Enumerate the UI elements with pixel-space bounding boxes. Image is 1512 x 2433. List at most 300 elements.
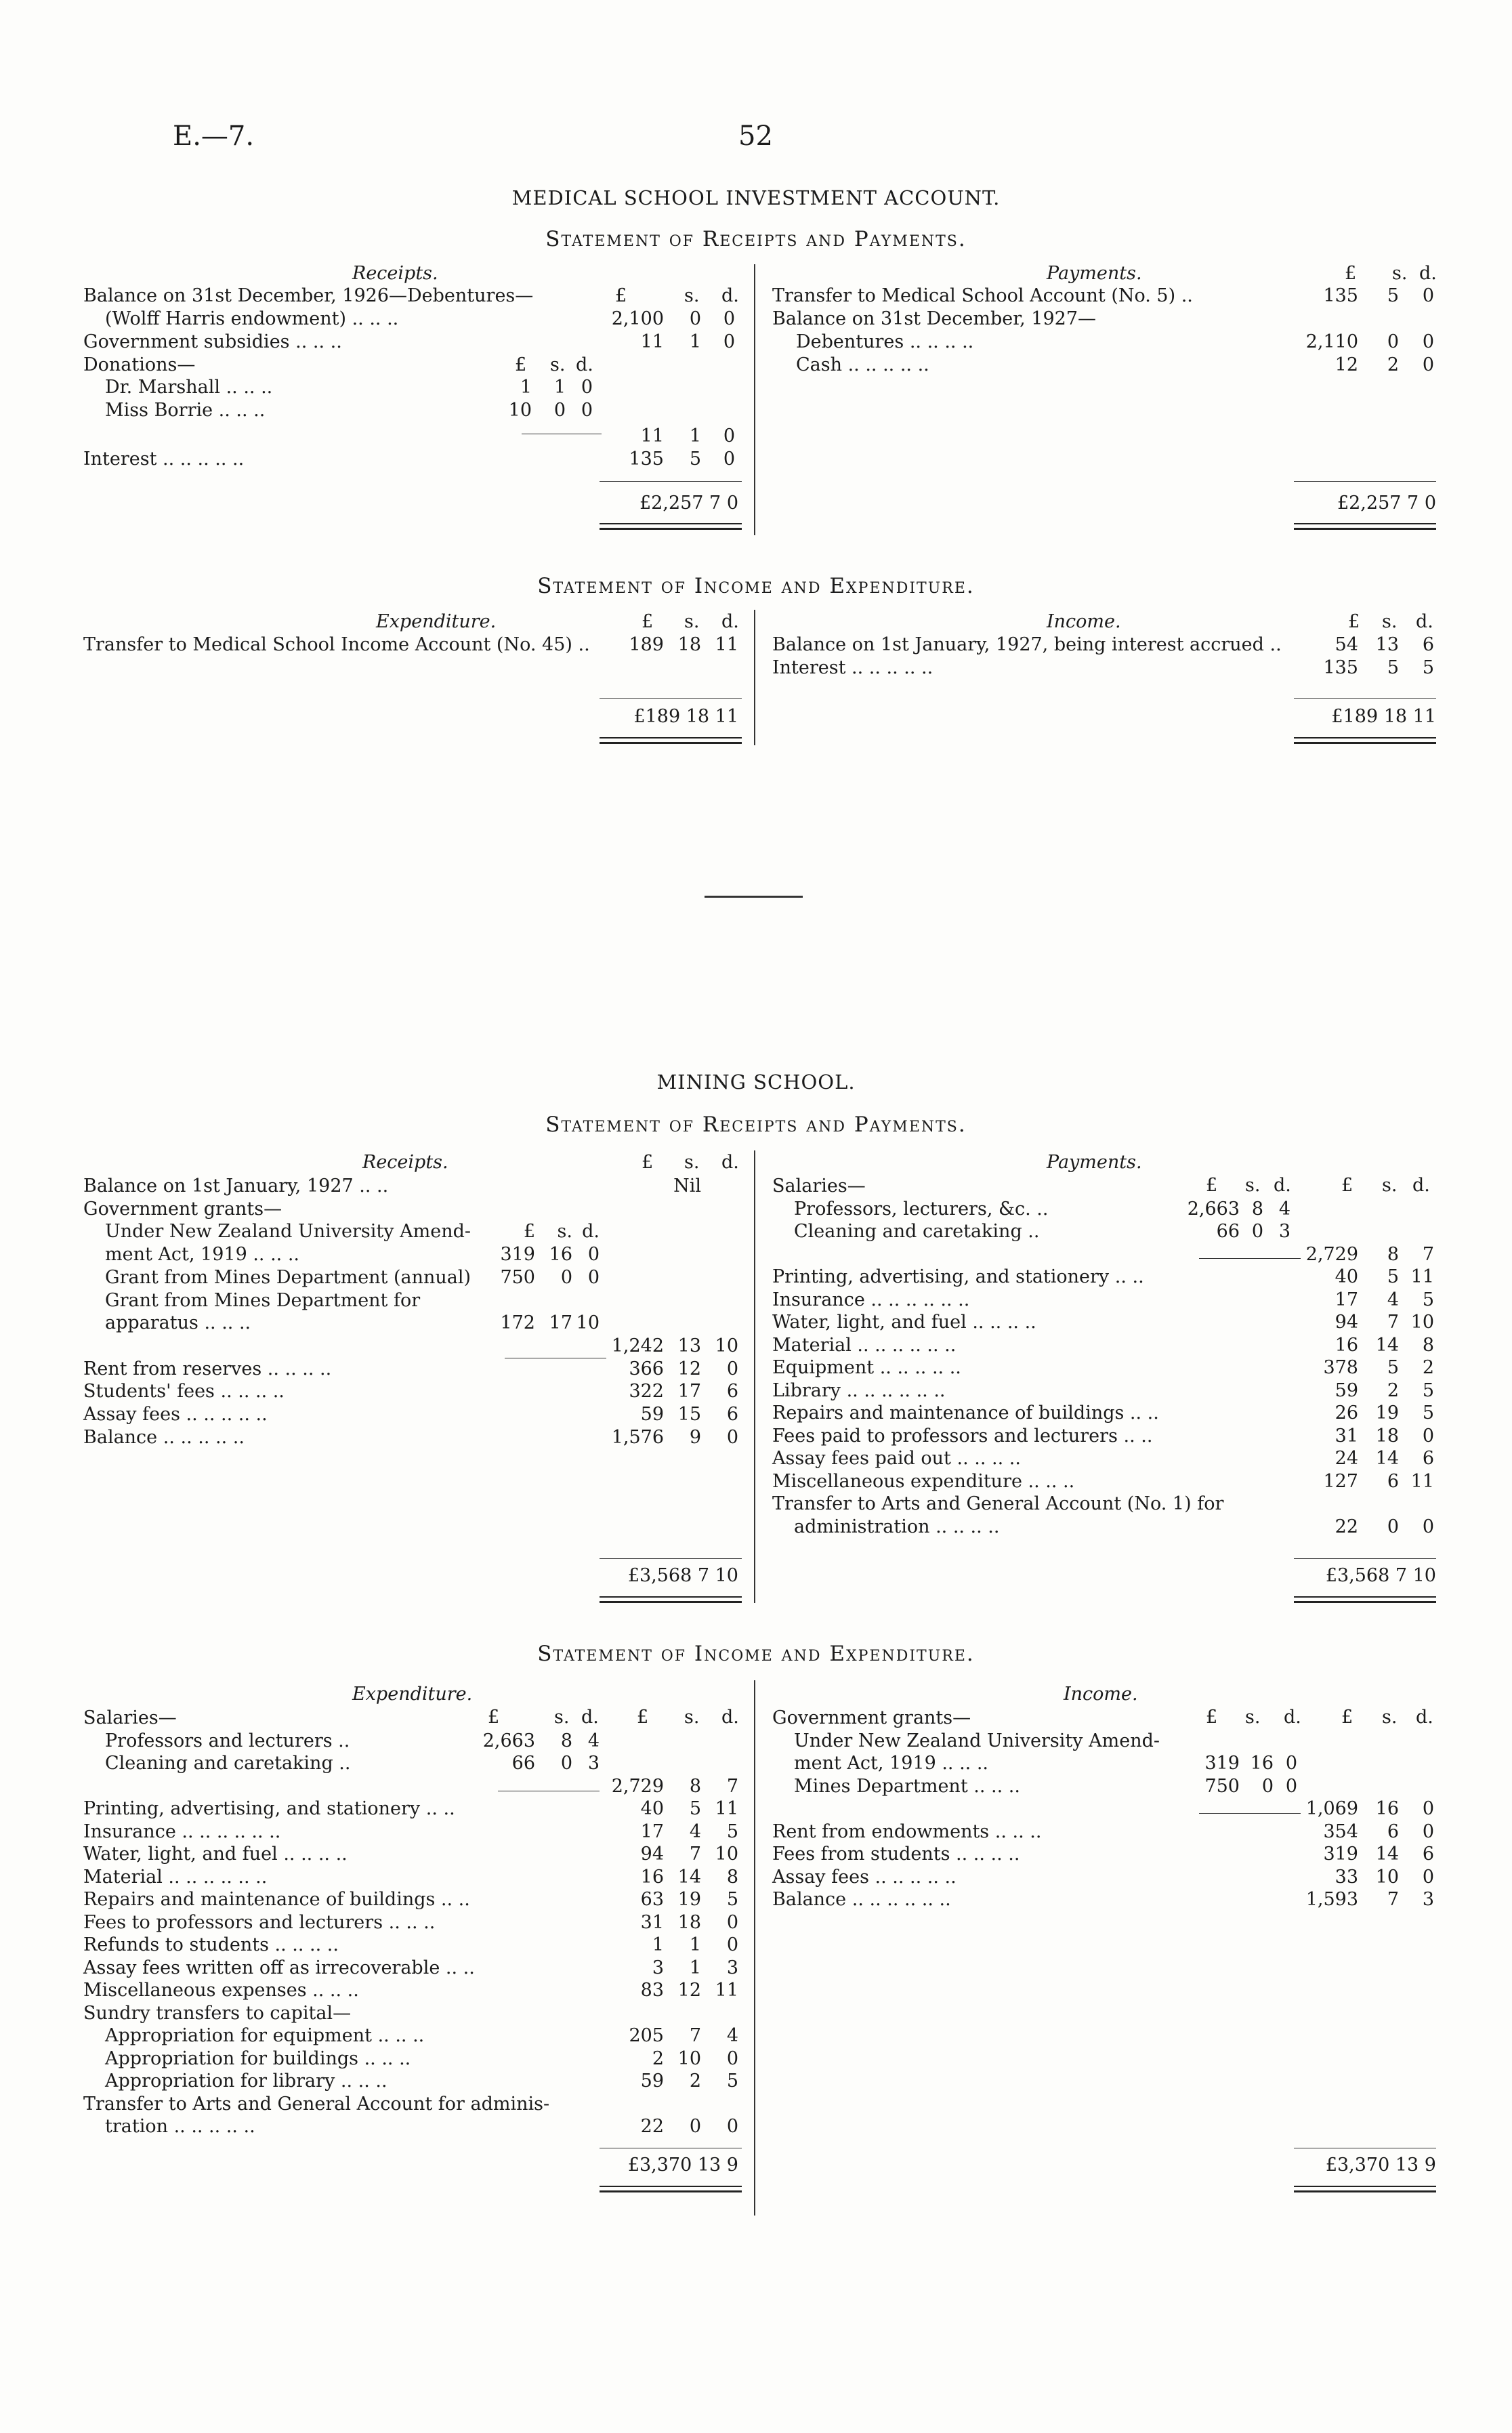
rule bbox=[1294, 698, 1436, 699]
amount-shillings: 0 bbox=[560, 1753, 572, 1774]
col-shilling: s. bbox=[1382, 611, 1398, 632]
income-total: £189 18 11 bbox=[1331, 706, 1436, 727]
amount-pounds: 24 bbox=[1335, 1448, 1358, 1469]
subcol-pence: d. bbox=[1274, 1175, 1291, 1196]
amount-pence: 0 bbox=[1422, 1866, 1434, 1888]
amount-shillings: 13 bbox=[1375, 634, 1399, 655]
amount-shillings: 14 bbox=[1375, 1844, 1399, 1865]
amount-shillings: 7 bbox=[689, 1844, 701, 1865]
amount-pence: 11 bbox=[715, 634, 738, 655]
amount-pence: 11 bbox=[715, 1980, 738, 2001]
amount-pounds: 31 bbox=[1335, 1425, 1358, 1447]
line-label: Balance on 1st January, 1927 .. .. bbox=[83, 1176, 389, 1197]
column-divider bbox=[754, 1150, 755, 1603]
receipts-line: Dr. Marshall .. .. .. bbox=[105, 377, 273, 398]
expenditure-total: £189 18 11 bbox=[633, 706, 738, 727]
line-label: Grant from Mines Department (annual) bbox=[105, 1266, 471, 1288]
amount-shillings: 4 bbox=[1387, 1289, 1399, 1310]
amount-pence: 10 bbox=[1410, 1312, 1434, 1333]
line-label: Assay fees written off as irrecoverable .. .. bbox=[83, 1957, 475, 1978]
col-pound: £ bbox=[615, 285, 627, 306]
line-label: Transfer to Arts and General Account for adminis- bbox=[83, 2093, 550, 2115]
amount-shillings: 0 bbox=[1387, 1516, 1399, 1537]
rule bbox=[600, 481, 742, 482]
amount-pence: 0 bbox=[1422, 1798, 1434, 1819]
amount-shillings: 7 bbox=[1387, 1889, 1399, 1910]
line-label: Government grants— bbox=[83, 1198, 282, 1220]
amount-pounds: 22 bbox=[640, 2116, 664, 2137]
line-label: Refunds to students .. .. .. .. bbox=[83, 1934, 339, 1955]
section-title-mining: MINING SCHOOL. bbox=[656, 1070, 856, 1094]
amount-pence: 0 bbox=[723, 331, 735, 352]
amount-pence: 0 bbox=[587, 1266, 600, 1288]
rule bbox=[600, 1558, 742, 1559]
amount-shillings: 0 bbox=[1261, 1775, 1274, 1797]
receipts-heading: Receipts. bbox=[362, 1152, 448, 1173]
line-label: Rent from reserves .. .. .. .. bbox=[83, 1358, 332, 1379]
line-label: tration .. .. .. .. .. bbox=[105, 2116, 255, 2137]
amount-pounds: £ bbox=[523, 1221, 535, 1243]
amount-pounds: 1 bbox=[520, 377, 532, 398]
amount-pounds: 54 bbox=[1335, 634, 1358, 655]
double-rule bbox=[600, 2186, 742, 2192]
income-heading: Income. bbox=[1064, 1684, 1138, 1705]
income-line: Balance on 1st January, 1927, being interest accrued .. bbox=[772, 634, 1282, 655]
payments-line: Debentures .. .. .. .. bbox=[796, 331, 974, 352]
amount-shillings: 5 bbox=[1387, 657, 1399, 678]
line-label: Assay fees .. .. .. .. .. bbox=[83, 1404, 268, 1425]
payments-total: £2,257 7 0 bbox=[1337, 493, 1436, 514]
page-number: 52 bbox=[738, 121, 773, 152]
amount-pounds: 12 bbox=[1335, 354, 1358, 375]
amount-shillings: 5 bbox=[1387, 1357, 1399, 1378]
col-pence: d. bbox=[1416, 1707, 1433, 1728]
receipts-line: Balance on 31st December, 1926—Debentures— bbox=[83, 285, 534, 306]
amount-pence: 0 bbox=[1422, 1425, 1434, 1447]
line-label: Balance .. .. .. .. .. bbox=[83, 1426, 245, 1448]
double-rule bbox=[1294, 523, 1436, 530]
amount-pounds: 319 bbox=[1323, 1844, 1358, 1865]
line-label: Students' fees .. .. .. .. bbox=[83, 1381, 285, 1402]
amount-pence: 11 bbox=[1410, 1470, 1434, 1492]
line-label: Salaries— bbox=[83, 1707, 177, 1728]
col-shilling: s. bbox=[550, 354, 566, 375]
amount-pence: 0 bbox=[581, 377, 593, 398]
amount-pounds: 354 bbox=[1323, 1821, 1358, 1842]
rule bbox=[1199, 1813, 1301, 1814]
double-rule bbox=[1294, 2186, 1436, 2192]
amount-pounds: 172 bbox=[500, 1312, 535, 1334]
amount-pounds: 127 bbox=[1323, 1470, 1358, 1492]
line-label: ment Act, 1919 .. .. .. bbox=[105, 1244, 299, 1266]
amount-shillings: 4 bbox=[689, 1821, 701, 1842]
amount-shillings: 5 bbox=[689, 1798, 701, 1819]
amount-pence: 0 bbox=[587, 1244, 600, 1266]
amount-pence: 0 bbox=[1422, 1821, 1434, 1842]
receipts-line: Miss Borrie .. .. .. bbox=[105, 400, 266, 421]
line-label: Professors, lecturers, &c. .. bbox=[794, 1198, 1049, 1220]
col-pence: d. bbox=[721, 611, 739, 632]
amount-pence: 0 bbox=[581, 400, 593, 421]
amount-pounds: 2,729 bbox=[1305, 1243, 1358, 1265]
amount-pounds: 66 bbox=[1216, 1221, 1240, 1242]
amount-pounds: 17 bbox=[640, 1821, 664, 1842]
amount-shillings: 1 bbox=[689, 1957, 701, 1978]
amount-pounds: 2,663 bbox=[482, 1730, 535, 1751]
col-pence: d. bbox=[1419, 263, 1437, 284]
amount-pounds: 59 bbox=[640, 2071, 664, 2092]
amount-pounds: 94 bbox=[1335, 1312, 1358, 1333]
col-pound: £ bbox=[1345, 263, 1357, 284]
line-label: apparatus .. .. .. bbox=[105, 1312, 251, 1334]
column-divider bbox=[754, 264, 755, 535]
amount-shillings: 1 bbox=[689, 331, 701, 352]
mining-receipts-payments-title: Statement of Receipts and Payments. bbox=[545, 1112, 967, 1137]
amount-pounds: 135 bbox=[1323, 657, 1358, 678]
amount-pounds: 135 bbox=[1323, 285, 1358, 306]
double-rule bbox=[1294, 1596, 1436, 1603]
line-label: Library .. .. .. .. .. .. bbox=[772, 1379, 946, 1401]
subcol-shilling: s. bbox=[1245, 1175, 1261, 1196]
amount-shillings: 14 bbox=[1375, 1334, 1399, 1356]
rule bbox=[600, 698, 742, 699]
amount-pence: 6 bbox=[1422, 634, 1434, 655]
line-label: Balance .. .. .. .. .. .. bbox=[772, 1889, 951, 1910]
amount-pence: 0 bbox=[1422, 354, 1434, 375]
amount-pence: 5 bbox=[1422, 657, 1434, 678]
income-line: Interest .. .. .. .. .. bbox=[772, 657, 933, 678]
subcol-pence: d. bbox=[1284, 1707, 1301, 1728]
line-label: Material .. .. .. .. .. .. bbox=[83, 1866, 268, 1888]
amount-shillings: 0 bbox=[689, 2116, 701, 2137]
amount-pence: 0 bbox=[723, 449, 735, 470]
amount-shillings: 16 bbox=[1250, 1753, 1274, 1774]
amount-pounds: 1,242 bbox=[611, 1335, 664, 1356]
amount-pounds: 11 bbox=[640, 331, 664, 352]
amount-shillings: 18 bbox=[677, 1911, 701, 1933]
amount-pounds: 17 bbox=[1335, 1289, 1358, 1310]
col-pound: £ bbox=[515, 354, 527, 375]
amount-pence: 0 bbox=[726, 1426, 738, 1448]
line-label: Assay fees .. .. .. .. .. bbox=[772, 1866, 957, 1888]
payments-line: Cash .. .. .. .. .. bbox=[796, 354, 929, 375]
amount-pence: 5 bbox=[1422, 1402, 1434, 1423]
line-label: Professors and lecturers .. bbox=[105, 1730, 350, 1751]
amount-pence: 3 bbox=[726, 1957, 738, 1978]
amount-pounds: 40 bbox=[640, 1798, 664, 1819]
col-shilling: s. bbox=[1382, 1707, 1398, 1728]
payments-heading: Payments. bbox=[1047, 1152, 1142, 1173]
amount-pence: 0 bbox=[726, 1934, 738, 1955]
amount-shillings: 12 bbox=[677, 1358, 701, 1379]
line-label: Miscellaneous expenditure .. .. .. bbox=[772, 1470, 1075, 1492]
line-label: Printing, advertising, and stationery .. .. bbox=[83, 1798, 455, 1819]
subcol-pound: £ bbox=[1206, 1175, 1218, 1196]
amount-pounds: 750 bbox=[500, 1266, 535, 1288]
amount-pence: 11 bbox=[715, 1798, 738, 1819]
line-label: Mines Department .. .. .. bbox=[794, 1775, 1020, 1797]
line-label: Insurance .. .. .. .. .. .. bbox=[772, 1289, 970, 1310]
amount-pounds: 319 bbox=[500, 1244, 535, 1266]
amount-pence: 0 bbox=[726, 2047, 738, 2069]
amount-pence: 3 bbox=[587, 1753, 600, 1774]
amount-pence: 4 bbox=[726, 2025, 738, 2046]
line-label: Water, light, and fuel .. .. .. .. bbox=[83, 1844, 348, 1865]
subcol-pence: d. bbox=[581, 1707, 599, 1728]
amount-pence: 10 bbox=[715, 1335, 738, 1356]
medical-receipts-payments-title: Statement of Receipts and Payments. bbox=[545, 227, 967, 251]
amount-shillings: 8 bbox=[1251, 1198, 1263, 1220]
amount-pounds: 1,069 bbox=[1305, 1798, 1358, 1819]
line-label: Printing, advertising, and stationery .. .. bbox=[772, 1266, 1144, 1287]
rule bbox=[1294, 1558, 1436, 1559]
subcol-pound: £ bbox=[488, 1707, 500, 1728]
section-title-medical: MEDICAL SCHOOL INVESTMENT ACCOUNT. bbox=[511, 186, 1001, 209]
amount-shillings: 18 bbox=[1375, 1425, 1399, 1447]
line-label: Government grants— bbox=[772, 1707, 971, 1728]
amount-pence: 4 bbox=[587, 1730, 600, 1751]
subcol-pound: £ bbox=[1206, 1707, 1218, 1728]
line-label: Appropriation for buildings .. .. .. bbox=[105, 2047, 411, 2069]
amount-shillings: 0 bbox=[1387, 331, 1399, 352]
income-total: £3,370 13 9 bbox=[1325, 2155, 1436, 2176]
amount-pounds: 1,593 bbox=[1305, 1889, 1358, 1910]
col-pound: £ bbox=[642, 611, 654, 632]
amount-shillings: 17 bbox=[677, 1381, 701, 1402]
receipts-line: Interest .. .. .. .. .. bbox=[83, 449, 245, 470]
column-divider bbox=[754, 610, 755, 745]
section-separator bbox=[705, 896, 803, 898]
income-heading: Income. bbox=[1047, 611, 1121, 632]
amount-pence: 0 bbox=[1422, 1516, 1434, 1537]
amount-pence: 5 bbox=[1422, 1379, 1434, 1401]
amount-shillings: 8 bbox=[1387, 1243, 1399, 1265]
amount-pounds: 205 bbox=[629, 2025, 664, 2046]
amount-pounds: 1,576 bbox=[611, 1426, 664, 1448]
line-label: Fees from students .. .. .. .. bbox=[772, 1844, 1020, 1865]
amount-shillings: 8 bbox=[560, 1730, 572, 1751]
line-label: Under New Zealand University Amend- bbox=[794, 1730, 1160, 1751]
amount-shillings: 16 bbox=[1375, 1798, 1399, 1819]
amount-pence: 0 bbox=[726, 2116, 738, 2137]
amount-pounds: 10 bbox=[508, 400, 532, 421]
receipts-line: (Wolff Harris endowment) .. .. .. bbox=[105, 308, 399, 329]
amount-pounds: 16 bbox=[1335, 1334, 1358, 1356]
payments-line: Transfer to Medical School Account (No. 5) .. bbox=[772, 285, 1193, 306]
amount-shillings: 2 bbox=[689, 2071, 701, 2092]
amount-pounds: 2,110 bbox=[1305, 331, 1358, 352]
document-reference: E.—7. bbox=[173, 121, 255, 152]
amount-pence: 5 bbox=[726, 1889, 738, 1910]
line-label: Cleaning and caretaking .. bbox=[794, 1221, 1040, 1242]
amount-pence: 8 bbox=[1422, 1334, 1434, 1356]
amount-pounds: 2 bbox=[652, 2047, 664, 2069]
amount-pounds: 66 bbox=[511, 1753, 535, 1774]
line-label: Repairs and maintenance of buildings .. .. bbox=[83, 1889, 470, 1910]
line-label: administration .. .. .. .. bbox=[794, 1516, 1000, 1537]
amount-shillings: 2 bbox=[1387, 354, 1399, 375]
line-label: Cleaning and caretaking .. bbox=[105, 1753, 351, 1774]
amount-pence: 4 bbox=[1278, 1198, 1290, 1220]
line-label: Fees paid to professors and lecturers .. .. bbox=[772, 1425, 1153, 1447]
col-pence: d. bbox=[1412, 1175, 1430, 1196]
rule bbox=[1199, 1258, 1301, 1259]
amount-shillings: 19 bbox=[677, 1889, 701, 1910]
col-pence: d. bbox=[721, 1707, 739, 1728]
line-label: Insurance .. .. .. .. .. .. bbox=[83, 1821, 281, 1842]
amount-pounds: 2,100 bbox=[611, 308, 664, 329]
amount-pence: 0 bbox=[723, 425, 735, 446]
col-pound: £ bbox=[1341, 1175, 1353, 1196]
amount-pounds: 2,729 bbox=[611, 1775, 664, 1797]
amount-pence: 0 bbox=[1422, 331, 1434, 352]
amount-shillings: 0 bbox=[689, 308, 701, 329]
line-label: Rent from endowments .. .. .. bbox=[772, 1821, 1042, 1842]
amount-pounds: 322 bbox=[629, 1381, 664, 1402]
line-label: Fees to professors and lecturers .. .. .. bbox=[83, 1911, 436, 1933]
amount-pounds: 40 bbox=[1335, 1266, 1358, 1287]
amount-shillings: 5 bbox=[689, 449, 701, 470]
amount-shillings: 14 bbox=[677, 1866, 701, 1888]
receipts-line: Donations— bbox=[83, 354, 196, 375]
amount-pence: 0 bbox=[723, 308, 735, 329]
amount-shillings: 5 bbox=[1387, 285, 1399, 306]
col-pound: £ bbox=[1341, 1707, 1353, 1728]
col-shilling: s. bbox=[684, 1152, 700, 1173]
amount-pence: 3 bbox=[1422, 1889, 1434, 1910]
amount-pence: 0 bbox=[1285, 1753, 1297, 1774]
expenditure-heading: Expenditure. bbox=[352, 1684, 473, 1705]
amount-shillings: s. bbox=[557, 1221, 572, 1243]
amount-pounds: 59 bbox=[1335, 1379, 1358, 1401]
col-pence: d. bbox=[721, 1152, 739, 1173]
amount-pounds: 2,663 bbox=[1187, 1198, 1240, 1220]
amount-pounds: 33 bbox=[1335, 1866, 1358, 1888]
col-pound: £ bbox=[1348, 611, 1360, 632]
amount-shillings: 17 bbox=[549, 1312, 572, 1334]
amount-pounds: 366 bbox=[629, 1358, 664, 1379]
amount-pence: 6 bbox=[726, 1404, 738, 1425]
col-shilling: s. bbox=[684, 1707, 700, 1728]
amount-pounds: 83 bbox=[640, 1980, 664, 2001]
subcol-shilling: s. bbox=[554, 1707, 570, 1728]
line-label: Appropriation for library .. .. .. bbox=[105, 2071, 387, 2092]
column-divider bbox=[754, 1680, 755, 2216]
amount-shillings: 0 bbox=[560, 1266, 572, 1288]
line-label: Water, light, and fuel .. .. .. .. bbox=[772, 1312, 1036, 1333]
amount-shillings: 6 bbox=[1387, 1470, 1399, 1492]
amount-pounds: 63 bbox=[640, 1889, 664, 1910]
double-rule bbox=[1294, 737, 1436, 744]
amount-pounds: 26 bbox=[1335, 1402, 1358, 1423]
amount-pence: 6 bbox=[726, 1381, 738, 1402]
amount-shillings: 13 bbox=[677, 1335, 701, 1356]
mining-income-expenditure-title: Statement of Income and Expenditure. bbox=[537, 1642, 975, 1666]
amount-pounds: 94 bbox=[640, 1844, 664, 1865]
amount-pence: 6 bbox=[1422, 1844, 1434, 1865]
amount-shillings: 8 bbox=[689, 1775, 701, 1797]
amount-pence: 5 bbox=[1422, 1289, 1434, 1310]
amount-pounds: 189 bbox=[629, 634, 664, 655]
amount-pence: 11 bbox=[1410, 1266, 1434, 1287]
amount-pounds: 16 bbox=[640, 1866, 664, 1888]
line-label: Assay fees paid out .. .. .. .. bbox=[772, 1448, 1021, 1469]
medical-income-expenditure-title: Statement of Income and Expenditure. bbox=[537, 574, 975, 598]
amount-pence: 3 bbox=[1278, 1221, 1290, 1242]
amount-shillings: 12 bbox=[677, 1980, 701, 2001]
line-label: Appropriation for equipment .. .. .. bbox=[105, 2025, 425, 2046]
amount-shillings: 18 bbox=[677, 634, 701, 655]
amount-pence: 0 bbox=[1422, 285, 1434, 306]
amount-shillings: 19 bbox=[1375, 1402, 1399, 1423]
amount-shillings: 1 bbox=[553, 377, 566, 398]
double-rule bbox=[600, 523, 742, 530]
line-label: Transfer to Arts and General Account (No. 1) for bbox=[772, 1493, 1224, 1514]
amount-pounds: 11 bbox=[640, 425, 664, 446]
amount-pence: 5 bbox=[726, 1821, 738, 1842]
line-label: Grant from Mines Department for bbox=[105, 1289, 421, 1311]
amount-shillings: 10 bbox=[1375, 1866, 1399, 1888]
amount-pounds: 1 bbox=[652, 1934, 664, 1955]
line-label: Under New Zealand University Amend- bbox=[105, 1221, 471, 1243]
line-label: Equipment .. .. .. .. .. bbox=[772, 1357, 961, 1378]
amount-pence: 2 bbox=[1422, 1357, 1434, 1378]
col-pound: £ bbox=[637, 1707, 649, 1728]
double-rule bbox=[600, 1596, 742, 1603]
amount-pence: 10 bbox=[576, 1312, 600, 1334]
amount-pounds: 31 bbox=[640, 1911, 664, 1933]
col-pence: d. bbox=[1416, 611, 1433, 632]
line-label: Sundry transfers to capital— bbox=[83, 2002, 352, 2024]
amount-pence: d. bbox=[582, 1221, 600, 1243]
amount-shillings: 7 bbox=[1387, 1312, 1399, 1333]
double-rule bbox=[600, 737, 742, 744]
amount-pounds: 135 bbox=[629, 449, 664, 470]
amount-shillings: 6 bbox=[1387, 1821, 1399, 1842]
amount-pounds: 22 bbox=[1335, 1516, 1358, 1537]
receipts-total: £3,568 7 10 bbox=[627, 1565, 738, 1586]
amount-shillings: 5 bbox=[1387, 1266, 1399, 1287]
col-pence: d. bbox=[721, 285, 739, 306]
amount-pence: 10 bbox=[715, 1844, 738, 1865]
line-label: Repairs and maintenance of buildings .. .. bbox=[772, 1402, 1159, 1423]
amount-shillings: 16 bbox=[549, 1244, 572, 1266]
payments-heading: Payments. bbox=[1047, 263, 1142, 284]
amount-pounds: 378 bbox=[1323, 1357, 1358, 1378]
amount-shillings: 0 bbox=[1251, 1221, 1263, 1242]
col-shilling: s. bbox=[684, 611, 700, 632]
line-label: Miscellaneous expenses .. .. .. bbox=[83, 1980, 359, 2001]
amount-pounds: 750 bbox=[1204, 1775, 1240, 1797]
amount-shillings: 10 bbox=[677, 2047, 701, 2069]
payments-total: £3,568 7 10 bbox=[1325, 1565, 1436, 1586]
amount-pounds: 319 bbox=[1204, 1753, 1240, 1774]
amount-pounds: 3 bbox=[652, 1957, 664, 1978]
amount-shillings: 0 bbox=[553, 400, 566, 421]
line-label: ment Act, 1919 .. .. .. bbox=[794, 1753, 988, 1774]
line-label: Salaries— bbox=[772, 1176, 866, 1197]
amount-shillings: 7 bbox=[689, 2025, 701, 2046]
amount-pence: 0 bbox=[726, 1358, 738, 1379]
col-pence: d. bbox=[576, 354, 593, 375]
expenditure-heading: Expenditure. bbox=[376, 611, 497, 632]
receipts-heading: Receipts. bbox=[352, 263, 438, 284]
line-label: Material .. .. .. .. .. .. bbox=[772, 1334, 957, 1356]
amount-pence: 5 bbox=[726, 2071, 738, 2092]
receipts-total: £2,257 7 0 bbox=[639, 493, 738, 514]
amount-shillings: 9 bbox=[689, 1426, 701, 1448]
amount-shillings: 2 bbox=[1387, 1379, 1399, 1401]
